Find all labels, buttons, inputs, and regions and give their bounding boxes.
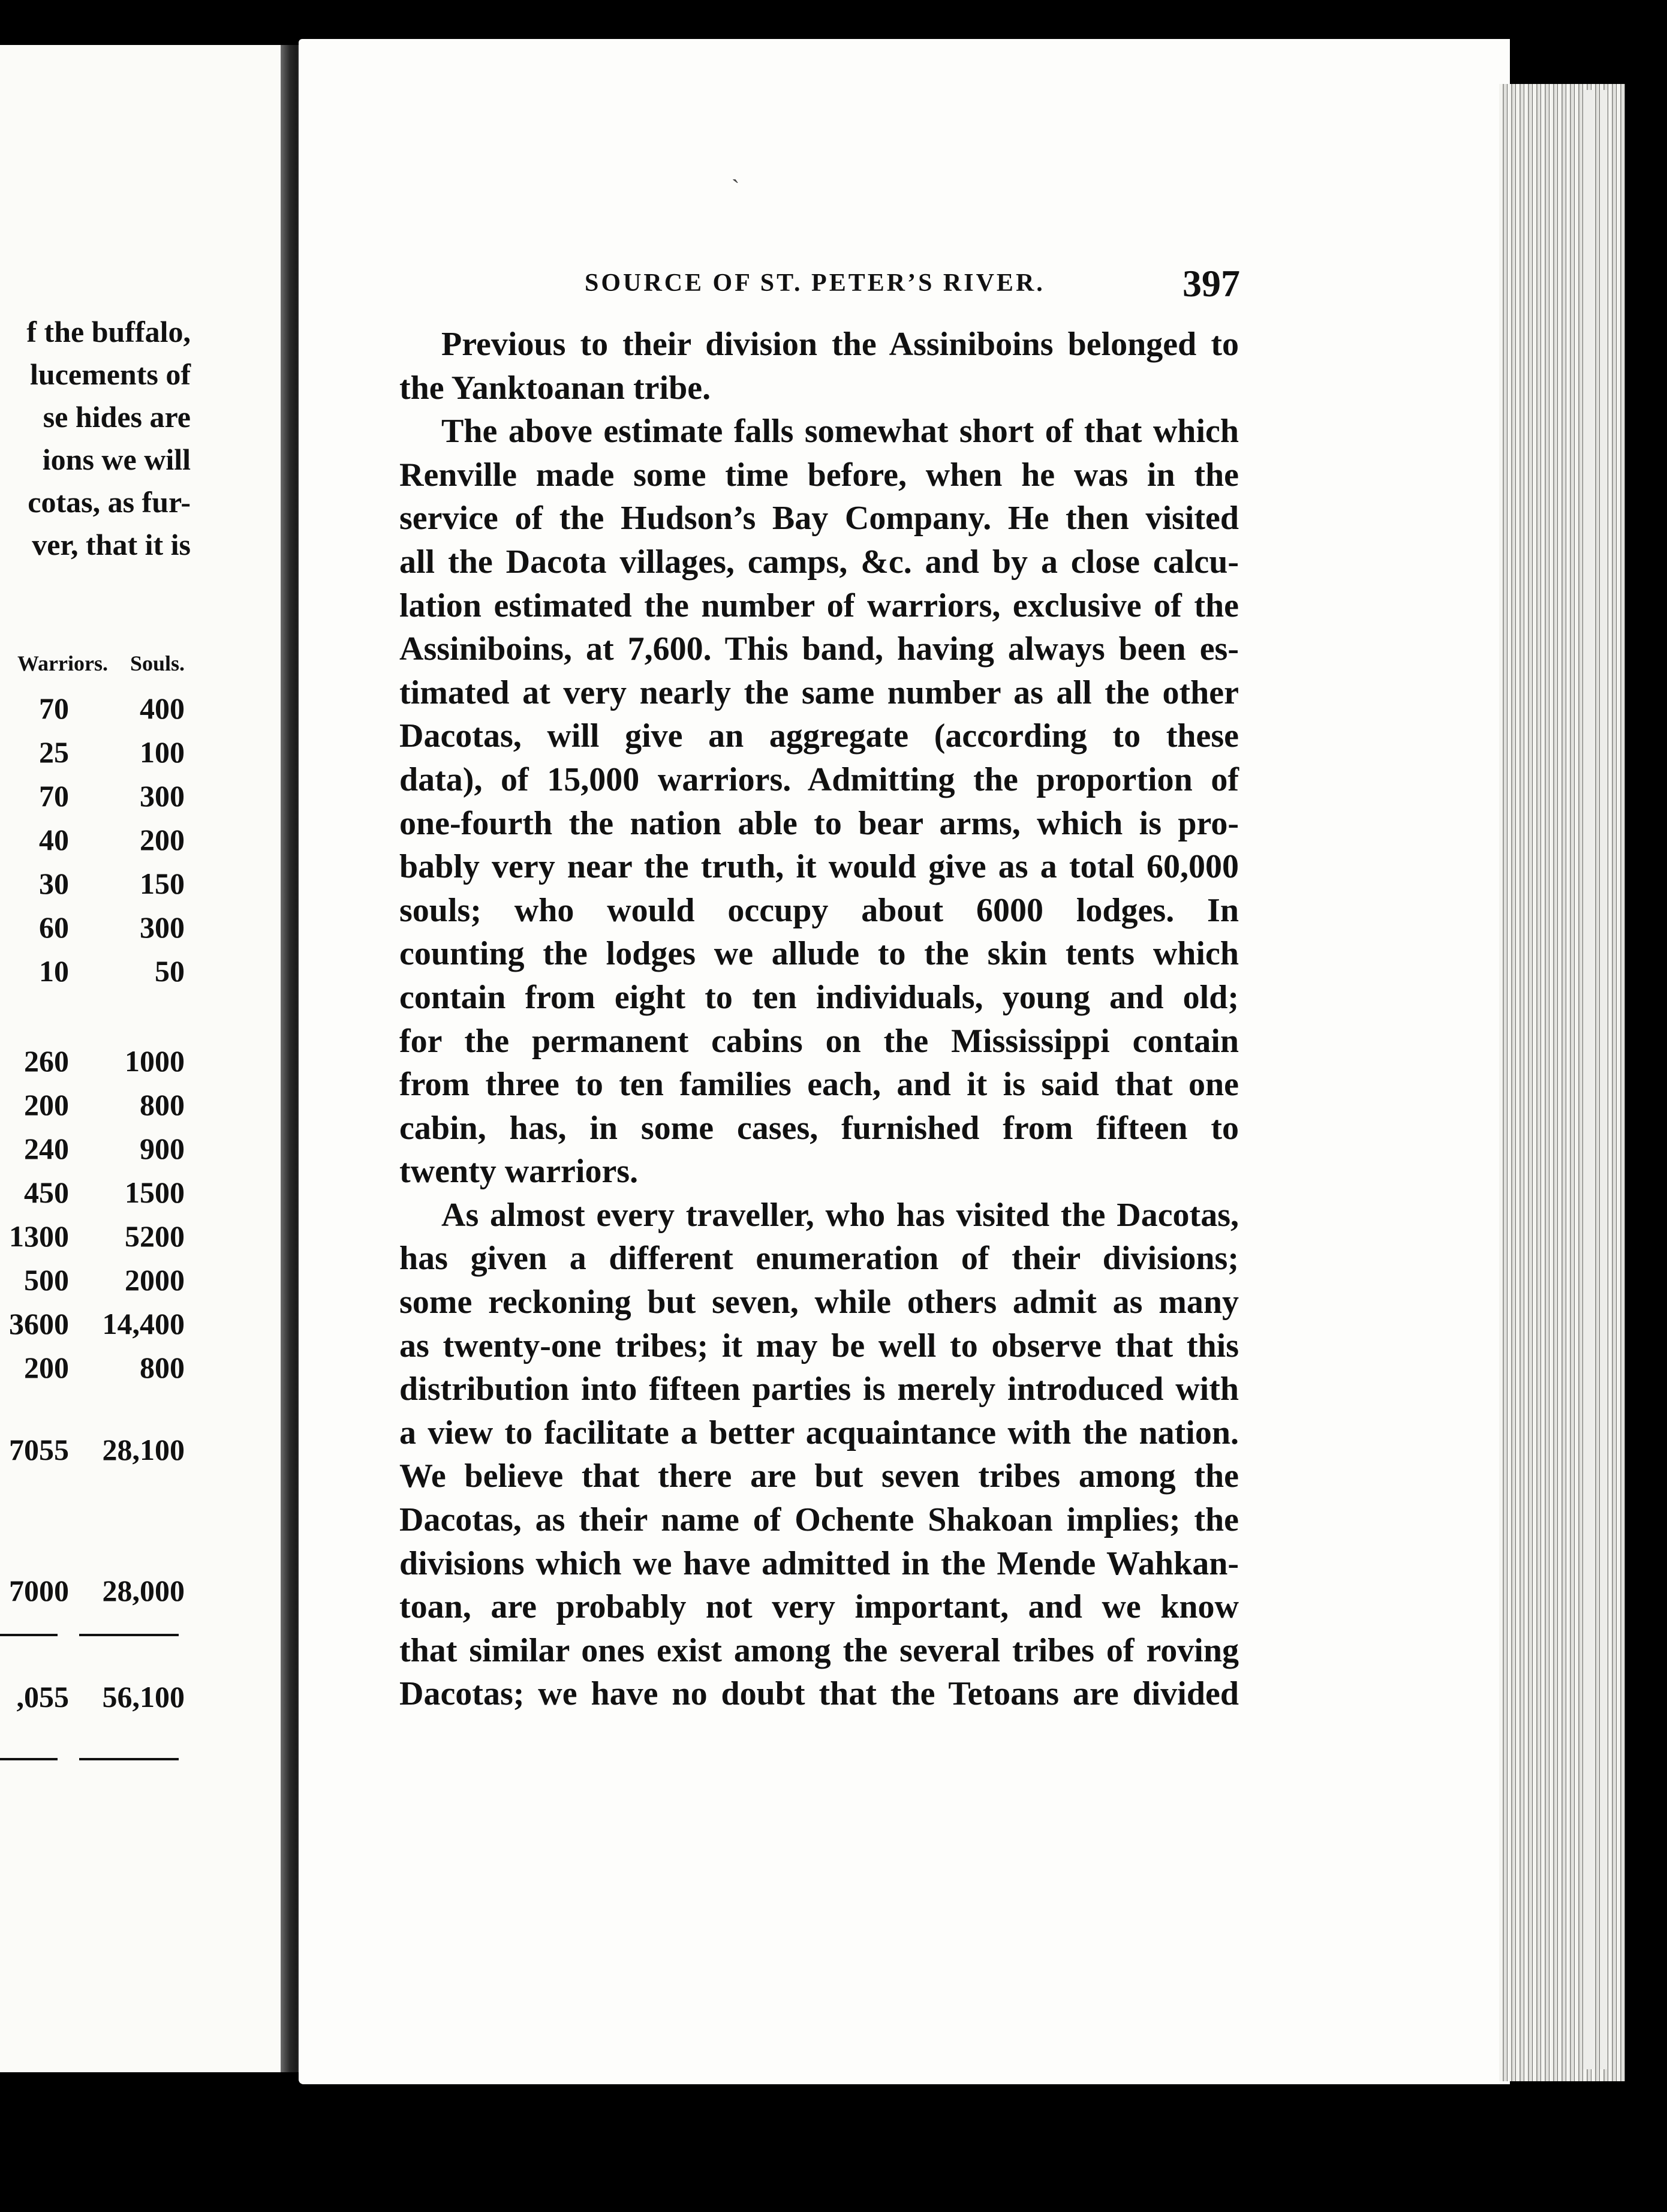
table-grand-total-row [0,1679,198,1715]
table-header-row [0,651,198,687]
warriors-cell: 30 [39,867,69,900]
souls-cell: 150 [140,867,185,900]
souls-cell: 28,000 [102,1574,185,1607]
warriors-cell: 25 [39,735,69,769]
warriors-cell: 260 [24,1044,69,1078]
text-line: Renville made some time before, when he was in the [399,456,1239,494]
text-line: counting the lodges we allude to the skin tents which [399,935,1239,973]
souls-cell: 100 [140,735,185,769]
table-row [0,1087,198,1123]
table-row [0,691,198,727]
text-line: distribution into fifteen parties is merely introduced with [399,1371,1239,1408]
text-line: cabin, has, in some cases, furnished from fifteen to [399,1109,1239,1147]
warriors-cell: 70 [39,779,69,813]
warriors-cell: 70 [39,692,69,725]
left-page [0,45,281,2072]
warriors-cell: 40 [39,823,69,856]
table-row [0,822,198,858]
text-line: souls; who would occupy about 6000 lodges. In [399,891,1239,929]
souls-cell: 50 [155,954,185,988]
souls-cell: 300 [140,779,185,813]
text-line: bably very near the truth, it would give as a total 60,000 [399,848,1239,886]
left-text-line: lucements of [30,357,191,391]
text-line: has given a different enumeration of their divisions; [399,1240,1239,1278]
souls-header: Souls. [130,651,185,675]
souls-cell: 800 [140,1088,185,1122]
warriors-cell: 200 [24,1351,69,1384]
text-line: timated at very nearly the same number as all the other [399,674,1239,711]
left-text-line: cotas, as fur- [28,485,191,519]
text-line: all the Dacota villages, camps, &c. and by a close calcu- [399,543,1239,581]
warriors-cell: 10 [39,954,69,988]
text-line: toan, are probably not very important, and we know [399,1588,1239,1626]
table-row [0,1350,198,1386]
text-line: some reckoning but seven, while others admit as many [399,1284,1239,1321]
running-head: SOURCE OF ST. PETER’S RIVER. [585,269,1045,297]
table-row [0,1306,198,1342]
warriors-cell: 7000 [9,1574,69,1607]
warriors-cell: 7055 [9,1433,69,1466]
left-text-line: ions we will [42,443,191,476]
table-row [0,1044,198,1080]
text-line: Previous to their division the Assiniboins belonged to [441,326,1239,363]
text-line: We believe that there are but seven tribes among the [399,1457,1239,1495]
text-line: Assiniboins, at 7,600. This band, having always been es- [399,630,1239,668]
table-row [0,1175,198,1211]
table-rule [0,1758,58,1760]
warriors-cell: 240 [24,1132,69,1165]
table-total-row [0,1573,198,1609]
text-line: The above estimate falls somewhat short of that which [441,413,1239,450]
text-line: Dacotas, will give an aggregate (according to these [399,717,1239,755]
page-edge-strip [1583,90,1594,2069]
text-line: a view to facilitate a better acquaintance with the nation. [399,1414,1239,1451]
souls-cell: 300 [140,910,185,944]
warriors-cell: 60 [39,910,69,944]
left-text-line: ver, that it is [32,528,191,561]
text-line: service of the Hudson’s Bay Company. He then visited [399,500,1239,537]
text-line: data), of 15,000 warriors. Admitting the proportion of [399,761,1239,798]
warriors-cell: 450 [24,1176,69,1209]
text-line: twenty warriors. [399,1153,639,1191]
table-rule [79,1758,179,1760]
body-text [399,323,1239,1716]
warriors-cell: 200 [24,1088,69,1122]
ink-speck: ˋ [732,175,740,202]
text-line: as twenty-one tribes; it may be well to observe that this [399,1327,1239,1365]
text-line: from three to ten families each, and it is said that one [399,1066,1239,1104]
table-rule [0,1634,58,1636]
souls-cell: 56,100 [102,1680,185,1714]
table-row [0,866,198,902]
table-row [0,954,198,990]
table-total-row [0,1432,198,1468]
warriors-cell: 3600 [9,1307,69,1341]
text-line: divisions which we have admitted in the Mende Wahkan- [399,1544,1239,1582]
left-text-line: f the buffalo, [26,315,191,348]
table-row [0,1263,198,1299]
left-text-line: se hides are [43,400,191,434]
table-row [0,779,198,815]
souls-cell: 1500 [125,1176,185,1209]
souls-cell: 900 [140,1132,185,1165]
text-line: that similar ones exist among the several tribes of roving [399,1631,1239,1669]
text-line: for the permanent cabins on the Mississippi contain [399,1022,1239,1060]
text-line: As almost every traveller, who has visited the Dacotas, [441,1196,1239,1234]
table-row [0,1219,198,1255]
table-row [0,910,198,946]
souls-cell: 400 [140,692,185,725]
table-row [0,1131,198,1167]
warriors-cell: 1300 [9,1219,69,1253]
text-line: the Yanktoanan tribe. [399,369,711,407]
warriors-header: Warriors. [17,651,108,675]
text-line: one-fourth the nation able to bear arms, which is pro- [399,804,1239,842]
souls-cell: 200 [140,823,185,856]
text-line: Dacotas, as their name of Ochente Shakoan implies; the [399,1501,1239,1539]
page-number: 397 [1182,262,1240,305]
warriors-cell: 500 [24,1263,69,1297]
warriors-cell: ,055 [16,1680,69,1714]
page-edge-strip [1600,90,1607,2069]
souls-cell: 28,100 [102,1433,185,1466]
table-rule [79,1634,179,1636]
souls-cell: 5200 [125,1219,185,1253]
souls-cell: 800 [140,1351,185,1384]
souls-cell: 2000 [125,1263,185,1297]
text-line: lation estimated the number of warriors, exclusive of the [399,587,1239,624]
table-row [0,735,198,771]
text-line: Dacotas; we have no doubt that the Tetoans are divided [399,1675,1239,1713]
souls-cell: 1000 [125,1044,185,1078]
souls-cell: 14,400 [102,1307,185,1341]
text-line: contain from eight to ten individuals, young and old; [399,978,1239,1016]
